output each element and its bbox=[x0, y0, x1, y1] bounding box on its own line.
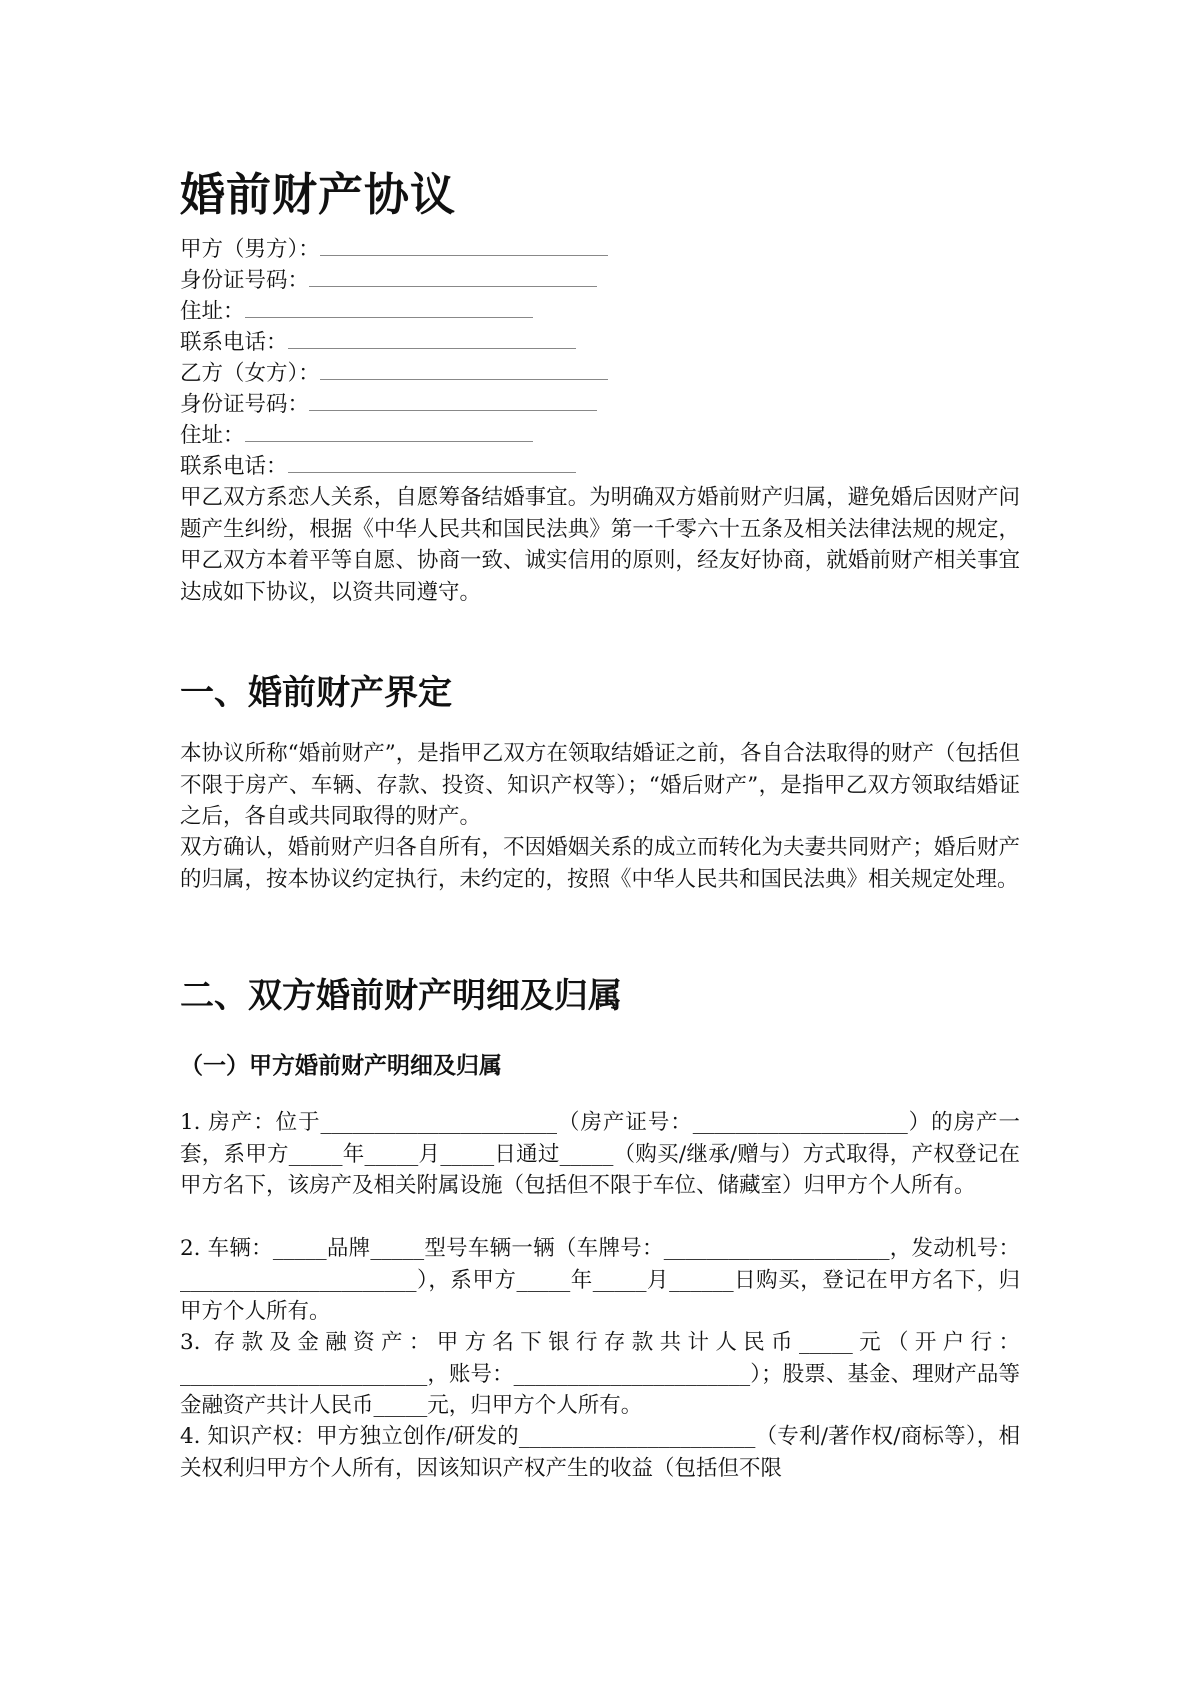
blank-line bbox=[320, 233, 608, 256]
blank-line bbox=[288, 326, 576, 349]
party-b-name-field bbox=[180, 357, 608, 389]
party-b-address-field bbox=[180, 419, 533, 451]
section-2-heading: 二、双方婚前财产明细及归属 bbox=[180, 976, 622, 1016]
field-label: 联系电话： bbox=[180, 330, 288, 355]
party-b-phone-field bbox=[180, 450, 576, 482]
section-2-subheading: （一）甲方婚前财产明细及归属 bbox=[180, 1053, 502, 1079]
field-label: 乙方（女方）： bbox=[180, 361, 320, 386]
document-title: 婚前财产协议 bbox=[180, 168, 457, 221]
blank-line bbox=[320, 357, 608, 380]
party-a-name-field bbox=[180, 233, 608, 265]
section-1-paragraph-1: 本协议所称“婚前财产”，是指甲乙双方在领取结婚证之前，各自合法取得的财产（包括但不限于房产、车辆、存款、投资、知识产权等）；“婚后财产”，是指甲乙双方领取结婚证之后，各自或共同取得的财产。 bbox=[180, 741, 1020, 829]
field-label: 甲方（男方）： bbox=[180, 237, 320, 262]
blank-line bbox=[309, 264, 597, 287]
field-label: 住址： bbox=[180, 299, 245, 324]
party-b-id-field bbox=[180, 388, 597, 420]
item-deposits: 3. 存款及金融资产：甲方名下银行存款共计人民币_____元（开户行：_______________________，账号：______________________）；股票、基金、理财产品等金融资产共计人民币_____元，归甲方个人所有。 bbox=[180, 1330, 1020, 1418]
item-house: 1. 房产：位于______________________（房产证号：____________________）的房产一套，系甲方_____年_____月_____日通过_____（购买/继承/赠与）方式取得，产权登记在甲方名下，该房产及相关附属设施（包括但不限于车位、储藏室）归甲方个人所有。 bbox=[180, 1110, 1020, 1198]
item-intellectual-property: 4. 知识产权：甲方独立创作/研发的______________________（专利/著作权/商标等），相关权利归甲方个人所有，因该知识产权产生的收益（包括但不限 bbox=[180, 1424, 1020, 1481]
field-label: 住址： bbox=[180, 423, 245, 448]
blank-line bbox=[309, 388, 597, 411]
section-1-paragraph-2: 双方确认，婚前财产归各自所有，不因婚姻关系的成立而转化为夫妻共同财产；婚后财产的归属，按本协议约定执行，未约定的，按照《中华人民共和国民法典》相关规定处理。 bbox=[180, 835, 1020, 892]
party-a-address-field bbox=[180, 295, 533, 327]
preamble-paragraph: 甲乙双方系恋人关系，自愿筹备结婚事宜。为明确双方婚前财产归属，避免婚后因财产问题产生纠纷，根据《中华人民共和国民法典》第一千零六十五条及相关法律法规的规定，甲乙双方本着平等自愿、协商一致、诚实信用的原则，经友好协商，就婚前财产相关事宜达成如下协议，以资共同遵守。 bbox=[180, 485, 1020, 605]
party-a-id-field bbox=[180, 264, 597, 296]
item-vehicle: 2. 车辆：_____品牌_____型号车辆一辆（车牌号：_____________________，发动机号：______________________），系甲方_____年_____月______日购买，登记在甲方名下，归甲方个人所有。 bbox=[180, 1236, 1020, 1324]
blank-line bbox=[288, 450, 576, 473]
field-label: 身份证号码： bbox=[180, 392, 310, 417]
blank-line bbox=[245, 295, 533, 318]
field-label: 身份证号码： bbox=[180, 268, 310, 293]
field-label: 联系电话： bbox=[180, 454, 288, 479]
section-1-heading: 一、婚前财产界定 bbox=[180, 673, 452, 713]
blank-line bbox=[245, 419, 533, 442]
party-a-phone-field bbox=[180, 326, 576, 358]
